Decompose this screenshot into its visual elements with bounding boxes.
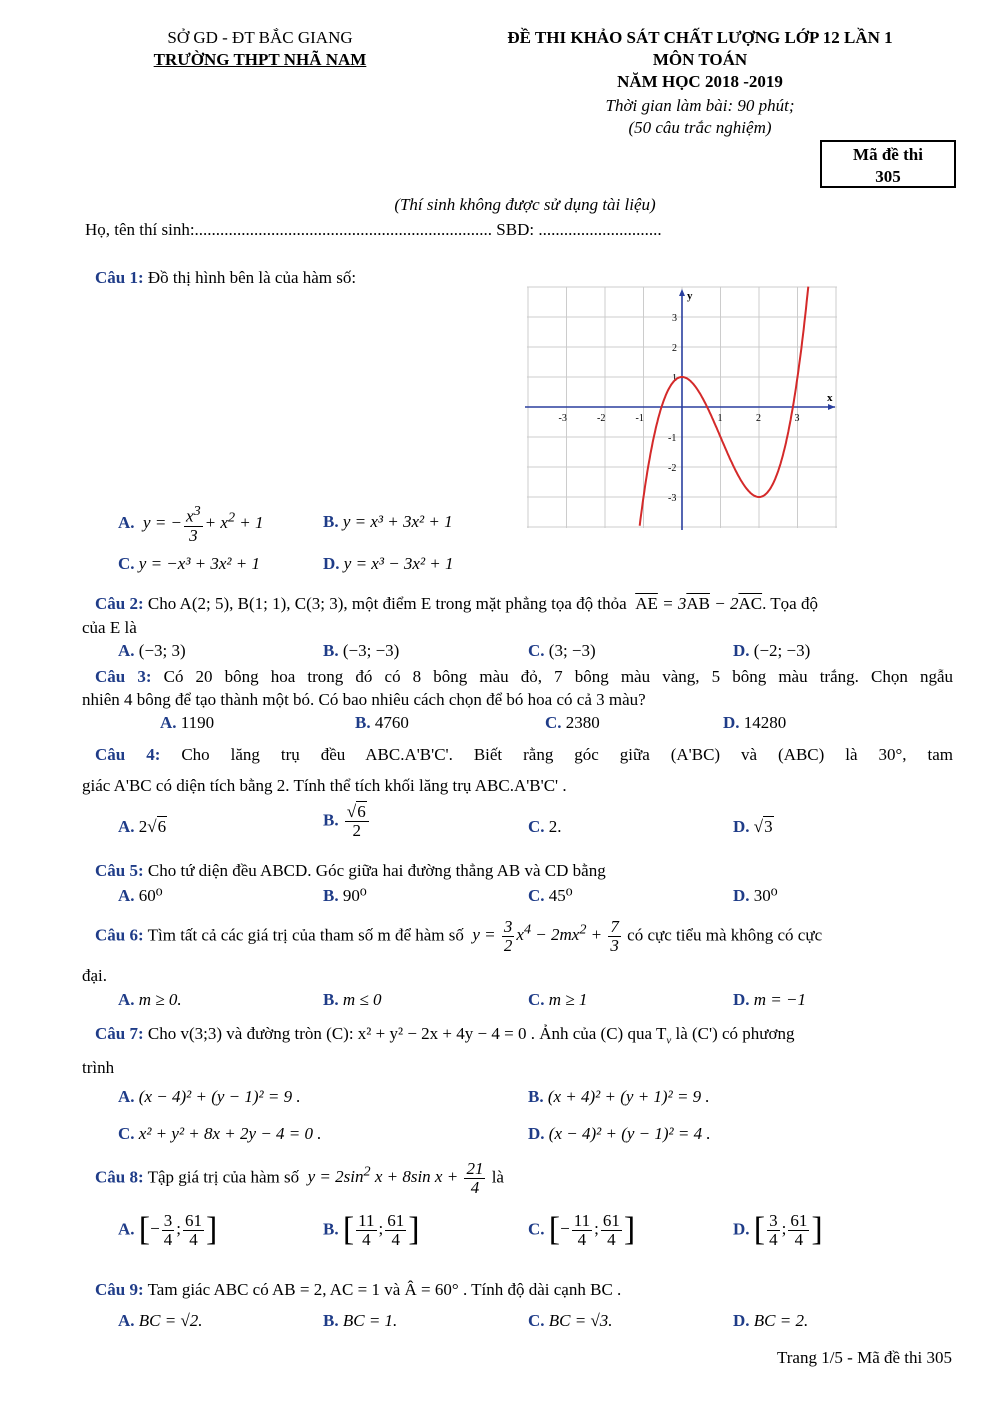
q1-stem: [95, 268, 356, 288]
exam-title: ĐỀ THI KHẢO SÁT CHẤT LƯỢNG LỚP 12 LẦN 1: [507, 28, 893, 47]
q5-text: Cho tứ diện đều ABCD. Góc giữa hai đường thẳng AB và CD bằng: [147, 861, 606, 880]
y-tick-label: -1: [668, 433, 677, 444]
q6-formula: y = $\frac{3}{2}$ $x^4 - 2mx^2$ + $\frac{7}{3}$: [468, 917, 619, 955]
q2-label: Câu 2:: [95, 594, 144, 613]
q3-a-text: 1190: [180, 713, 215, 732]
q5-a-letter: A.: [118, 886, 135, 905]
q2-option-c[interactable]: [528, 641, 596, 661]
q8-stem: [95, 1160, 504, 1197]
q1-d-text: y = x³ − 3x² + 1: [343, 554, 454, 573]
q7-d-text: (x − 4)² + (y − 1)² = 4 .: [548, 1124, 711, 1143]
q3-option-c[interactable]: [545, 713, 600, 733]
q1-a-formula: y = − $\frac{x^3}{3}$ + $x^2 + 1$: [138, 503, 264, 545]
question-count: (50 câu trắc nghiệm): [628, 118, 772, 137]
q7-text-end: là (C') có phương: [675, 1024, 795, 1043]
page-footer: Trang 1/5 - Mã đề thi 305: [776, 1348, 952, 1367]
q6-b-text: m ≤ 0: [342, 990, 382, 1009]
q1-text: Đồ thị hình bên là của hàm số:: [147, 268, 357, 287]
q8-d-letter: D.: [733, 1219, 750, 1239]
q7-b-text: (x + 4)² + (y + 1)² = 9 .: [547, 1087, 710, 1106]
q1-a-letter: A.: [118, 513, 135, 533]
q9-stem: [95, 1280, 621, 1300]
q7-option-b[interactable]: [528, 1087, 710, 1107]
x-tick-label: 2: [756, 413, 761, 424]
q9-option-b[interactable]: [323, 1311, 397, 1331]
q4-option-b[interactable]: [323, 803, 371, 840]
q7-stem: [95, 1024, 953, 1046]
q4-d-formula: √3: [753, 817, 773, 836]
q8-c-formula: [− $\frac{11}{4}$ ; $\frac{61}{4}$ ]: [548, 1211, 636, 1249]
q8-option-c[interactable]: [528, 1212, 635, 1249]
y-tick-label: 2: [672, 343, 677, 354]
q4-option-a[interactable]: [118, 817, 167, 837]
y-tick-label: 1: [672, 373, 677, 384]
q6-c-letter: C.: [528, 990, 545, 1009]
q8-option-a[interactable]: [118, 1212, 217, 1249]
q3-stem: [95, 667, 953, 687]
school-name: TRƯỜNG THPT NHÃ NAM: [153, 50, 367, 69]
q2-a-letter: A.: [118, 641, 135, 660]
q7-text: Cho v(3;3) và đường tròn (C): x² + y² − 2x + 4y − 4 = 0 . Ảnh của (C) qua T: [147, 1024, 667, 1043]
q3-d-letter: D.: [723, 713, 740, 732]
q9-b-letter: B.: [323, 1311, 339, 1330]
q5-stem: [95, 861, 606, 881]
q4-d-letter: D.: [733, 817, 750, 836]
q1-option-c[interactable]: [118, 554, 260, 574]
q6-label: Câu 6:: [95, 925, 144, 945]
y-tick-label: -3: [668, 493, 677, 504]
q8-c-letter: C.: [528, 1219, 545, 1239]
candidate-name-line: Họ, tên thí sinh:...................................................................... SBD: .............................: [85, 220, 662, 239]
q3-a-letter: A.: [160, 713, 177, 732]
q2-text-end: . Tọa độ: [762, 594, 818, 613]
q6-option-b[interactable]: [323, 990, 381, 1010]
q7-a-text: (x − 4)² + (y − 1)² = 9 .: [138, 1087, 301, 1106]
q2-a-text: (−3; 3): [138, 641, 186, 660]
q3-text: Có 20 bông hoa trong đó có 8 bông màu đỏ, 7 bông màu vàng, 5 bông màu trắng. Chọn ngẫu: [163, 667, 953, 686]
q8-d-formula: [ $\frac{3}{4}$ ; $\frac{61}{4}$ ]: [753, 1211, 823, 1249]
q1-option-d[interactable]: [323, 554, 454, 574]
q5-a-text: 60⁰: [138, 886, 163, 905]
q8-text: Tập giá trị của hàm số: [147, 1167, 300, 1187]
q6-option-a[interactable]: [118, 990, 182, 1010]
school-year: NĂM HỌC 2018 -2019: [617, 72, 783, 91]
q2-option-d[interactable]: [733, 641, 810, 661]
q6-text-end: có cực tiểu mà không có cực: [627, 925, 823, 945]
q8-text-end: là: [491, 1167, 504, 1187]
q2-d-text: (−2; −3): [753, 641, 811, 660]
graph-ticks: [559, 313, 800, 504]
graph-y-label: y: [687, 290, 693, 302]
q8-option-b[interactable]: [323, 1212, 420, 1249]
q4-text2: giác A'BC có diện tích bằng 2. Tính thể tích khối lăng trụ ABC.A'B'C' .: [82, 776, 567, 795]
q2-vector-eq: $\overline{AE} = 3\overline{AB} - 2\overline{AC}$: [635, 594, 763, 613]
q5-option-a[interactable]: [118, 886, 163, 906]
q4-a-formula: 2√6: [138, 817, 167, 836]
q8-label: Câu 8:: [95, 1167, 144, 1187]
q3-c-letter: C.: [545, 713, 562, 732]
q9-text: Tam giác ABC có AB = 2, AC = 1 và Â = 60° . Tính độ dài cạnh BC .: [147, 1280, 622, 1299]
q7-a-letter: A.: [118, 1087, 135, 1106]
q2-b-letter: B.: [323, 641, 339, 660]
q7-b-letter: B.: [528, 1087, 544, 1106]
q3-d-text: 14280: [743, 713, 787, 732]
q6-text: Tìm tất cả các giá trị của tham số m để hàm số: [147, 925, 464, 945]
q9-c-letter: C.: [528, 1311, 545, 1330]
q2-text: Cho A(2; 5), B(1; 1), C(3; 3), một điểm E trong mặt phẳng tọa độ thỏa: [147, 594, 627, 613]
graph-axes: [525, 289, 835, 530]
q5-c-text: 45⁰: [548, 886, 573, 905]
q9-a-text: BC = √2.: [138, 1311, 203, 1330]
q9-b-text: BC = 1.: [342, 1311, 398, 1330]
q2-option-b[interactable]: [323, 641, 399, 661]
x-tick-label: -3: [558, 413, 567, 424]
q3-option-a[interactable]: [160, 713, 214, 733]
graph-x-label: x: [827, 392, 833, 404]
q5-option-b[interactable]: [323, 886, 367, 906]
q2-c-letter: C.: [528, 641, 545, 660]
q1-option-a[interactable]: [118, 504, 264, 544]
q2-text2: của E là: [82, 618, 137, 637]
q7-c-letter: C.: [118, 1124, 135, 1143]
q6-a-letter: A.: [118, 990, 135, 1009]
q2-option-a[interactable]: [118, 641, 186, 661]
q6-a-text: m ≥ 0.: [138, 990, 182, 1009]
notice: (Thí sinh không được sử dụng tài liệu): [394, 195, 656, 214]
q2-b-text: (−3; −3): [342, 641, 400, 660]
q3-option-d[interactable]: [723, 713, 786, 733]
q3-option-b[interactable]: [355, 713, 409, 733]
q9-a-letter: A.: [118, 1311, 135, 1330]
q6-text2: đại.: [82, 966, 108, 985]
q2-stem: [95, 594, 953, 614]
q4-text: Cho lăng trụ đều ABC.A'B'C'. Biết rằng góc giữa (A'BC) và (ABC) là 30°, tam: [181, 745, 954, 764]
q9-option-d[interactable]: [733, 1311, 808, 1331]
q1-c-letter: C.: [118, 554, 135, 573]
q1-graph: [525, 285, 840, 530]
q6-c-text: m ≥ 1: [548, 990, 588, 1009]
q1-c-text: y = −x³ + 3x² + 1: [138, 554, 260, 573]
q5-c-letter: C.: [528, 886, 545, 905]
q8-option-d[interactable]: [733, 1212, 823, 1249]
q5-option-c[interactable]: [528, 886, 573, 906]
q9-d-text: BC = 2.: [753, 1311, 809, 1330]
q4-c-text: 2.: [548, 817, 562, 836]
q2-c-text: (3; −3): [548, 641, 596, 660]
q7-option-a[interactable]: [118, 1087, 301, 1107]
y-tick-label: -2: [668, 463, 677, 474]
q1-option-b[interactable]: [323, 512, 453, 532]
q4-stem: [95, 745, 953, 765]
q4-b-formula: $\frac{√6}{2}$: [345, 803, 369, 840]
q6-d-letter: D.: [733, 990, 750, 1009]
q7-label: Câu 7:: [95, 1024, 144, 1043]
q7-option-c[interactable]: [118, 1124, 322, 1144]
y-tick-label: 3: [672, 313, 677, 324]
q5-b-letter: B.: [323, 886, 339, 905]
q7-t-subscript: v: [666, 1034, 672, 1047]
q6-stem: [95, 918, 953, 955]
q4-a-letter: A.: [118, 817, 135, 836]
q8-a-letter: A.: [118, 1219, 135, 1239]
q9-c-text: BC = √3.: [548, 1311, 613, 1330]
q2-d-letter: D.: [733, 641, 750, 660]
q7-option-d[interactable]: [528, 1124, 711, 1144]
q4-b-letter: B.: [323, 810, 339, 830]
q8-formula: $y = 2\sin^2$ x + 8sin x + $\frac{21}{4}$: [303, 1159, 484, 1197]
q6-option-c[interactable]: [528, 990, 587, 1010]
q3-c-text: 2380: [565, 713, 600, 732]
dept-name: SỞ GD - ĐT BẮC GIANG: [167, 28, 353, 47]
exam-code-label: Mã đề thi: [853, 145, 923, 164]
q4-label: Câu 4:: [95, 745, 161, 764]
x-tick-label: -2: [597, 413, 606, 424]
q6-b-letter: B.: [323, 990, 339, 1009]
q9-option-c[interactable]: [528, 1311, 613, 1331]
q3-b-letter: B.: [355, 713, 371, 732]
q7-text2: trình: [82, 1058, 115, 1077]
q4-option-c[interactable]: [528, 817, 562, 837]
q5-option-d[interactable]: [733, 886, 778, 906]
q5-label: Câu 5:: [95, 861, 144, 880]
q4-c-letter: C.: [528, 817, 545, 836]
q9-d-letter: D.: [733, 1311, 750, 1330]
q8-b-formula: [ $\frac{11}{4}$ ; $\frac{61}{4}$ ]: [342, 1211, 420, 1249]
q8-a-formula: [− $\frac{3}{4}$ ; $\frac{61}{4}$ ]: [138, 1211, 218, 1249]
q3-text2: nhiên 4 bông để tạo thành một bó. Có bao nhiêu cách chọn để bó hoa có cả 3 màu?: [82, 690, 646, 709]
q1-d-letter: D.: [323, 554, 340, 573]
q3-b-text: 4760: [374, 713, 409, 732]
subject: MÔN TOÁN: [652, 50, 748, 69]
q6-d-text: m = −1: [753, 990, 807, 1009]
exam-code: 305: [875, 167, 901, 186]
x-tick-label: 3: [794, 413, 800, 424]
x-tick-label: -1: [635, 413, 644, 424]
q6-option-d[interactable]: [733, 990, 806, 1010]
q9-option-a[interactable]: [118, 1311, 203, 1331]
exam-code-box: [820, 140, 956, 188]
time-limit: Thời gian làm bài: 90 phút;: [605, 96, 795, 115]
q1-b-letter: B.: [323, 512, 339, 531]
q3-label: Câu 3:: [95, 667, 152, 686]
q7-d-letter: D.: [528, 1124, 545, 1143]
q7-c-text: x² + y² + 8x + 2y − 4 = 0 .: [138, 1124, 322, 1143]
q4-option-d[interactable]: [733, 817, 774, 837]
q8-b-letter: B.: [323, 1219, 339, 1239]
q9-label: Câu 9:: [95, 1280, 144, 1299]
q5-d-letter: D.: [733, 886, 750, 905]
q1-b-text: y = x³ + 3x² + 1: [342, 512, 453, 531]
q5-b-text: 90⁰: [342, 886, 367, 905]
q5-d-text: 30⁰: [753, 886, 778, 905]
q1-label: Câu 1:: [95, 268, 144, 287]
x-tick-label: 1: [717, 413, 723, 424]
